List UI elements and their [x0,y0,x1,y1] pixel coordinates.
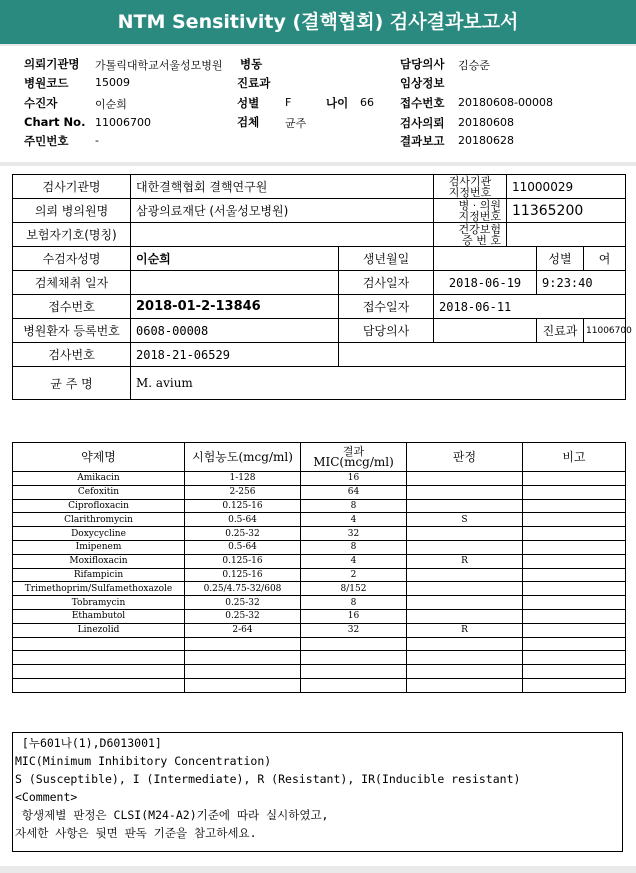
dept-label: 진료과 [537,319,584,343]
empty-cell [185,651,301,665]
empty-cell [301,678,407,692]
lab-no-label [434,175,507,199]
lab-no-value: 11000029 [507,175,626,199]
drug-cell-conc: 0.25-32 [185,596,301,610]
lab-no-label-line1: 검사기관 [448,174,492,188]
reg-no-value: 0608-00008 [131,319,339,343]
drug-cell-conc: 0.125-16 [185,499,301,513]
comment-line-note1: 항생제별 판정은 CLSI(M24-A2)기준에 따라 실시하였고, [15,808,329,822]
drug-cell-judgement: R [407,554,523,568]
drug-cell-judgement [407,485,523,499]
sex-label: 성별 [537,247,584,271]
drug-cell-drug: Ethambutol [13,609,185,623]
empty-cell [301,665,407,679]
table-row [13,485,626,499]
test-no-value: 2018-21-06529 [131,343,339,367]
drug-cell-drug: Rifampicin [13,568,185,582]
table-row [13,554,626,568]
report-header [0,46,636,162]
drug-cell-judgement: S [407,513,523,527]
hospital-no-label-line1: 병 · 의원 [458,198,502,212]
comment-line-code: [누601나(1),D6013001] [15,736,162,750]
comment-line-mic: MIC(Minimum Inhibitory Concentration) [15,754,272,768]
drug-cell-mic: 16 [301,609,407,623]
ward-label: 병동 [240,57,263,71]
drug-cell-judgement [407,472,523,486]
specimen-label: 검체 [237,115,260,129]
comment-line-heading: <Comment> [15,790,78,804]
result-report-value: 20180628 [458,134,514,147]
specimen-value: 균주 [285,117,307,130]
drug-cell-mic: 32 [301,527,407,541]
empty-cell [13,637,185,651]
note-header: 비고 [523,443,626,472]
empty-cell [185,665,301,679]
patient-name-label: 수검자성명 [13,247,131,271]
drug-cell-drug: Doxycycline [13,527,185,541]
drug-cell-note [523,582,626,596]
drug-cell-note [523,527,626,541]
empty-cell [407,651,523,665]
drug-cell-drug: Moxifloxacin [13,554,185,568]
drug-cell-judgement [407,609,523,623]
organism-value: M. avium [131,367,626,400]
empty-cell [185,678,301,692]
table-row [13,623,626,637]
receipt-date-label: 접수일자 [339,295,434,319]
drug-cell-mic: 64 [301,485,407,499]
test-request-label: 검사의뢰 [400,116,445,130]
drug-cell-mic: 8/152 [301,582,407,596]
birth-value [434,247,537,271]
empty-cell [301,651,407,665]
hospital-no-label [434,199,507,223]
table-row [13,609,626,623]
drug-cell-note [523,596,626,610]
dept-label: 진료과 [237,76,271,90]
test-no-label: 검사번호 [13,343,131,367]
table-row [13,582,626,596]
reg-no-label: 병원환자 등록번호 [13,319,131,343]
table-row [13,596,626,610]
drug-cell-conc: 2-256 [185,485,301,499]
lab-name-value: 대한결핵협회 결핵연구원 [131,175,434,199]
receipt-no-label: 접수번호 [13,295,131,319]
drug-header: 약제명 [13,443,185,472]
judgement-header: 판정 [407,443,523,472]
table-row [13,568,626,582]
patient-info-table [12,174,632,400]
drug-cell-judgement [407,582,523,596]
doctor-label: 담당의사 [400,57,445,71]
health-ins-label-line2: 증 번 호 [462,233,502,247]
mic-header [301,443,407,472]
hospital-code-value: 15009 [95,76,130,89]
health-ins-label [434,223,507,247]
test-date-value: 2018-06-19 [434,271,537,295]
drug-cell-note [523,485,626,499]
organism-label: 균 주 명 [13,367,131,400]
drug-cell-drug: Cefoxitin [13,485,185,499]
empty-row [13,637,626,651]
hospital-no-label-line2: 지정번호 [458,209,502,223]
drug-cell-note [523,554,626,568]
drug-cell-mic: 8 [301,499,407,513]
empty-cell [523,678,626,692]
drug-cell-conc: 0.125-16 [185,554,301,568]
lab-no-label-line2: 지정번호 [448,185,492,199]
drug-cell-note [523,472,626,486]
drug-cell-mic: 2 [301,568,407,582]
drug-cell-note [523,540,626,554]
drug-rows [13,472,626,693]
report-sheet [0,166,636,866]
drug-cell-drug: Tobramycin [13,596,185,610]
table-row [13,499,626,513]
doctor-value: 김승준 [458,59,490,72]
drug-cell-judgement [407,568,523,582]
drug-cell-conc: 0.25-32 [185,609,301,623]
mic-header-line2: MIC(mcg/ml) [313,455,394,469]
age-value: 66 [360,96,374,109]
health-ins-value [507,223,626,247]
empty-cell [523,665,626,679]
drug-cell-drug: Clarithromycin [13,513,185,527]
receiver-value: 이순희 [95,98,127,111]
collect-date-value [131,271,339,295]
sex-label: 성별 [237,96,260,110]
result-report-label: 결과보고 [400,134,445,148]
drug-cell-note [523,609,626,623]
institution-label: 의뢰기관명 [24,57,80,71]
drug-cell-judgement [407,527,523,541]
empty-row [13,651,626,665]
drug-cell-note [523,499,626,513]
test-request-value: 20180608 [458,116,514,129]
clinical-info-label: 임상정보 [400,76,445,90]
drug-cell-judgement: R [407,623,523,637]
test-no-blank [339,343,626,367]
drug-cell-judgement [407,499,523,513]
report-title: NTM Sensitivity (결핵협회) 검사결과보고서 [0,0,636,44]
request-hospital-value: 삼광의료재단 (서울성모병원) [131,199,434,223]
receipt-date-value: 2018-06-11 [434,295,626,319]
insured-value [131,223,434,247]
hospital-no-value: 11365200 [507,199,626,223]
request-hospital-label: 의뢰 병의원명 [13,199,131,223]
drug-cell-note [523,568,626,582]
drug-cell-drug: Linezolid [13,623,185,637]
drug-cell-conc: 1-128 [185,472,301,486]
comment-line-legend: S (Susceptible), I (Intermediate), R (Resistant), IR(Inducible resistant) [15,772,521,786]
table-row [13,540,626,554]
drug-cell-conc: 0.5-64 [185,540,301,554]
table-row [13,472,626,486]
drug-cell-mic: 16 [301,472,407,486]
empty-cell [407,678,523,692]
empty-row [13,678,626,692]
receipt-no-value: 20180608-00008 [458,96,553,109]
drug-cell-drug: Trimethoprim/Sulfamethoxazole [13,582,185,596]
age-label: 나이 [326,96,349,110]
comment-line-note2: 자세한 사항은 뒷면 판독 기준을 참고하세요. [15,826,257,840]
collect-date-label: 검체채취 일자 [13,271,131,295]
lab-name-label: 검사기관명 [13,175,131,199]
drug-cell-mic: 4 [301,554,407,568]
drug-cell-conc: 2-64 [185,623,301,637]
comment-box [12,732,623,852]
drug-cell-mic: 4 [301,513,407,527]
empty-cell [13,665,185,679]
hospital-code-label: 병원코드 [24,76,69,90]
birth-label: 생년월일 [339,247,434,271]
empty-cell [301,637,407,651]
drug-cell-note [523,513,626,527]
drug-cell-drug: Ciprofloxacin [13,499,185,513]
receipt-no-value: 2018-01-2-13846 [131,295,339,319]
patient-name-value: 이순희 [131,247,339,271]
drug-cell-conc: 0.25-32 [185,527,301,541]
empty-cell [407,665,523,679]
conc-header: 시험농도(mcg/ml) [185,443,301,472]
resident-no-value: - [95,134,99,147]
doctor-value [434,319,537,343]
drug-cell-mic: 8 [301,540,407,554]
drug-cell-conc: 0.5-64 [185,513,301,527]
mic-header-line1: 결과 [342,445,365,458]
institution-value: 가톨릭대학교서울성모병원 [95,59,223,72]
test-date-label: 검사일자 [339,271,434,295]
receiver-label: 수진자 [24,96,58,110]
chart-no-label: Chart No. [24,115,86,129]
chart-no-value: 11006700 [95,116,151,129]
empty-cell [407,637,523,651]
drug-cell-drug: Amikacin [13,472,185,486]
dept-value: 11006700 [584,319,626,343]
drug-cell-judgement [407,540,523,554]
empty-cell [13,651,185,665]
doctor-label: 담당의사 [339,319,434,343]
empty-cell [13,678,185,692]
drug-cell-mic: 32 [301,623,407,637]
drug-cell-conc: 0.125-16 [185,568,301,582]
drug-cell-drug: Imipenem [13,540,185,554]
drug-cell-judgement [407,596,523,610]
sex-value: 여 [584,247,626,271]
drug-cell-note [523,623,626,637]
drug-cell-conc: 0.25/4.75-32/608 [185,582,301,596]
empty-cell [523,651,626,665]
resident-no-label: 주민번호 [24,134,69,148]
empty-row [13,665,626,679]
empty-cell [523,637,626,651]
health-ins-label-line1: 건강보험 [458,222,502,236]
drug-cell-mic: 8 [301,596,407,610]
empty-cell [185,637,301,651]
drug-table [12,442,626,693]
sex-value: F [285,96,292,109]
insured-label: 보험자기호(명칭) [13,223,131,247]
table-row [13,513,626,527]
receipt-no-label: 접수번호 [400,96,445,110]
table-row [13,527,626,541]
test-time-value: 9:23:40 [537,271,626,295]
